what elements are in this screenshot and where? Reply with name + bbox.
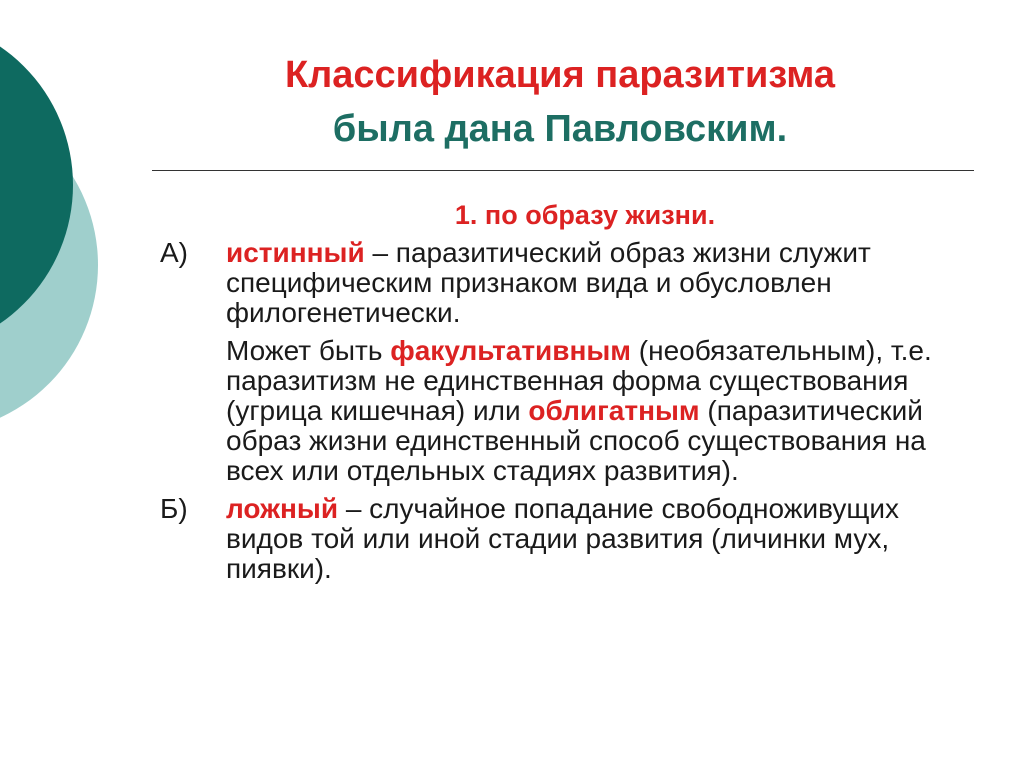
- paragraph-part-2: (необязательным), т.е. паразитизм не единственная форма существования (угрица кишечная) или: [226, 335, 932, 426]
- slide-title: [150, 52, 970, 152]
- list-item-a: [160, 238, 980, 328]
- list-marker: Б): [160, 493, 188, 524]
- slide-body: [160, 200, 980, 584]
- term-true-definition: – паразитический образ жизни служит специфическим признаком вида и обусловлен филогенетически.: [226, 237, 871, 328]
- title-divider: [152, 170, 974, 171]
- term-false: ложный: [226, 493, 339, 524]
- term-obligate: облигатным: [528, 395, 700, 426]
- term-false-definition: – случайное попадание свободноживущих видов той или иной стадии развития (личинки мух, пиявки).: [226, 493, 900, 584]
- term-facultative: факультативным: [390, 335, 632, 366]
- paragraph-part-3: (паразитический образ жизни единственный способ существования на всех или отдельных стадиях развития).: [226, 395, 926, 486]
- title-line-2: была дана Павловским.: [332, 108, 788, 150]
- list-item-b: [160, 494, 980, 584]
- subheading: 1. по образу жизни.: [454, 200, 716, 230]
- title-line-1: Классификация паразитизма: [284, 54, 836, 96]
- list-item-text: [226, 494, 980, 584]
- paragraph-facultative-obligate: [226, 336, 980, 486]
- list-item-text: [226, 238, 980, 328]
- list-marker: А): [160, 237, 188, 268]
- paragraph-part-1: Может быть: [226, 335, 391, 366]
- term-true: истинный: [226, 237, 365, 268]
